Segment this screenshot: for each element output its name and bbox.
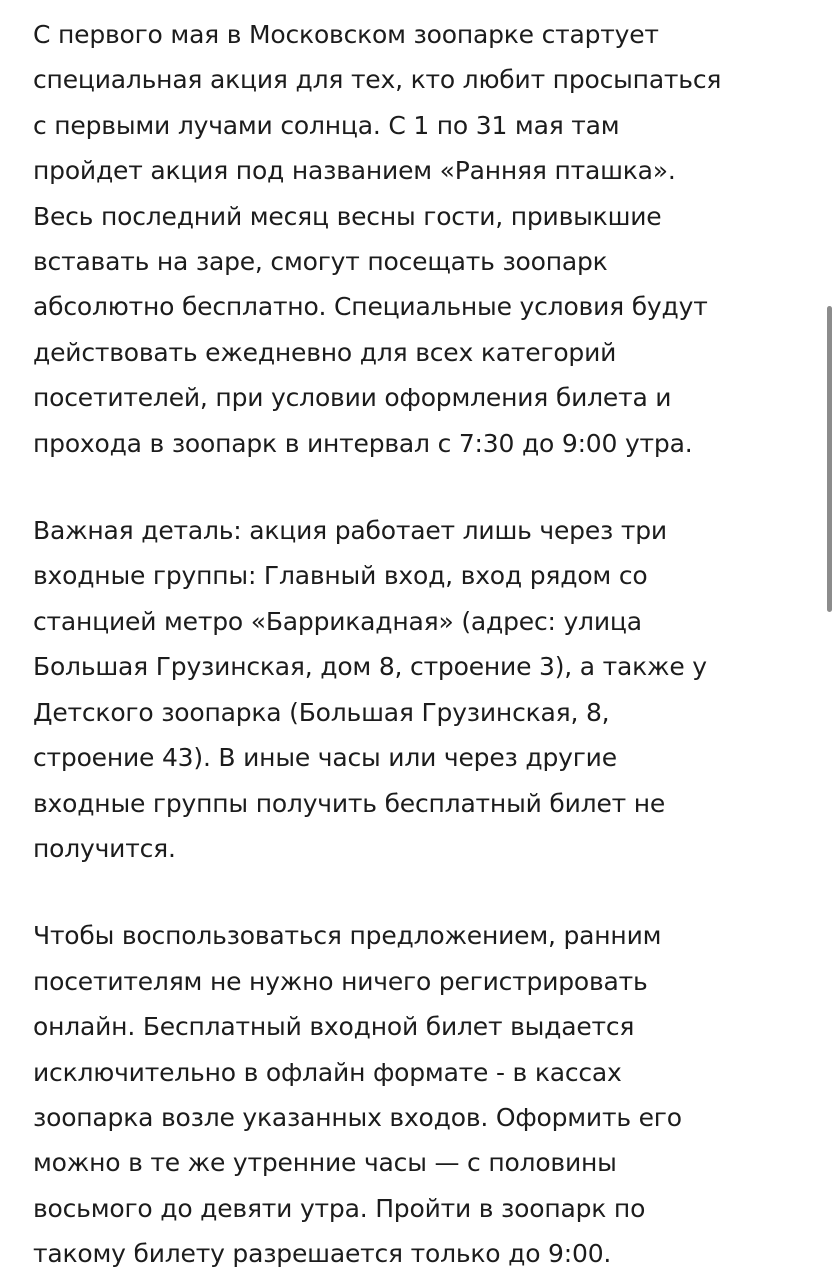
text-line: восьмого до девяти утра. Пройти в зоопарк по	[33, 1193, 646, 1223]
article-body	[33, 12, 808, 1277]
text-line: пройдет акция под названием «Ранняя пташка».	[33, 156, 676, 186]
vertical-scrollbar[interactable]	[827, 306, 832, 612]
text-line: входные группы: Главный вход, вход рядом со	[33, 561, 648, 591]
text-line: абсолютно бесплатно. Специальные условия будут	[33, 292, 708, 322]
text-line: с первыми лучами солнца. С 1 по 31 мая там	[33, 110, 620, 140]
text-line: Большая Грузинская, дом 8, строение 3), а также у	[33, 652, 707, 682]
paragraph-1	[33, 12, 808, 466]
text-line: строение 43). В иные часы или через другие	[33, 743, 617, 773]
text-line: прохода в зоопарк в интервал с 7:30 до 9:00 утра.	[33, 428, 693, 458]
text-line: действовать ежедневно для всех категорий	[33, 337, 617, 367]
text-line: исключительно в офлайн формате - в кассах	[33, 1057, 622, 1087]
text-line: онлайн. Бесплатный входной билет выдается	[33, 1012, 635, 1042]
text-line: Важная деталь: акция работает лишь через три	[33, 516, 667, 546]
text-line: зоопарка возле указанных входов. Оформить его	[33, 1102, 682, 1132]
text-line: Чтобы воспользоваться предложением, ранним	[33, 921, 662, 951]
text-line: С первого мая в Московском зоопарке стартует	[33, 20, 659, 49]
paragraph-2	[33, 508, 808, 871]
text-line: вставать на заре, смогут посещать зоопарк	[33, 247, 608, 277]
text-line: входные группы получить бесплатный билет не	[33, 788, 666, 818]
text-line: получится.	[33, 833, 176, 863]
text-line: Детского зоопарка (Большая Грузинская, 8,	[33, 697, 610, 727]
text-line: станцией метро «Баррикадная» (адрес: улица	[33, 606, 642, 636]
text-line: такому билету разрешается только до 9:00.	[33, 1239, 612, 1269]
paragraph-3	[33, 913, 808, 1276]
text-line: можно в те же утренние часы — с половины	[33, 1148, 617, 1178]
text-line: Весь последний месяц весны гости, привыкшие	[33, 201, 662, 231]
text-line: посетителей, при условии оформления билета и	[33, 383, 672, 413]
text-line: посетителям не нужно ничего регистрировать	[33, 966, 648, 996]
text-line: специальная акция для тех, кто любит просыпаться	[33, 65, 722, 95]
